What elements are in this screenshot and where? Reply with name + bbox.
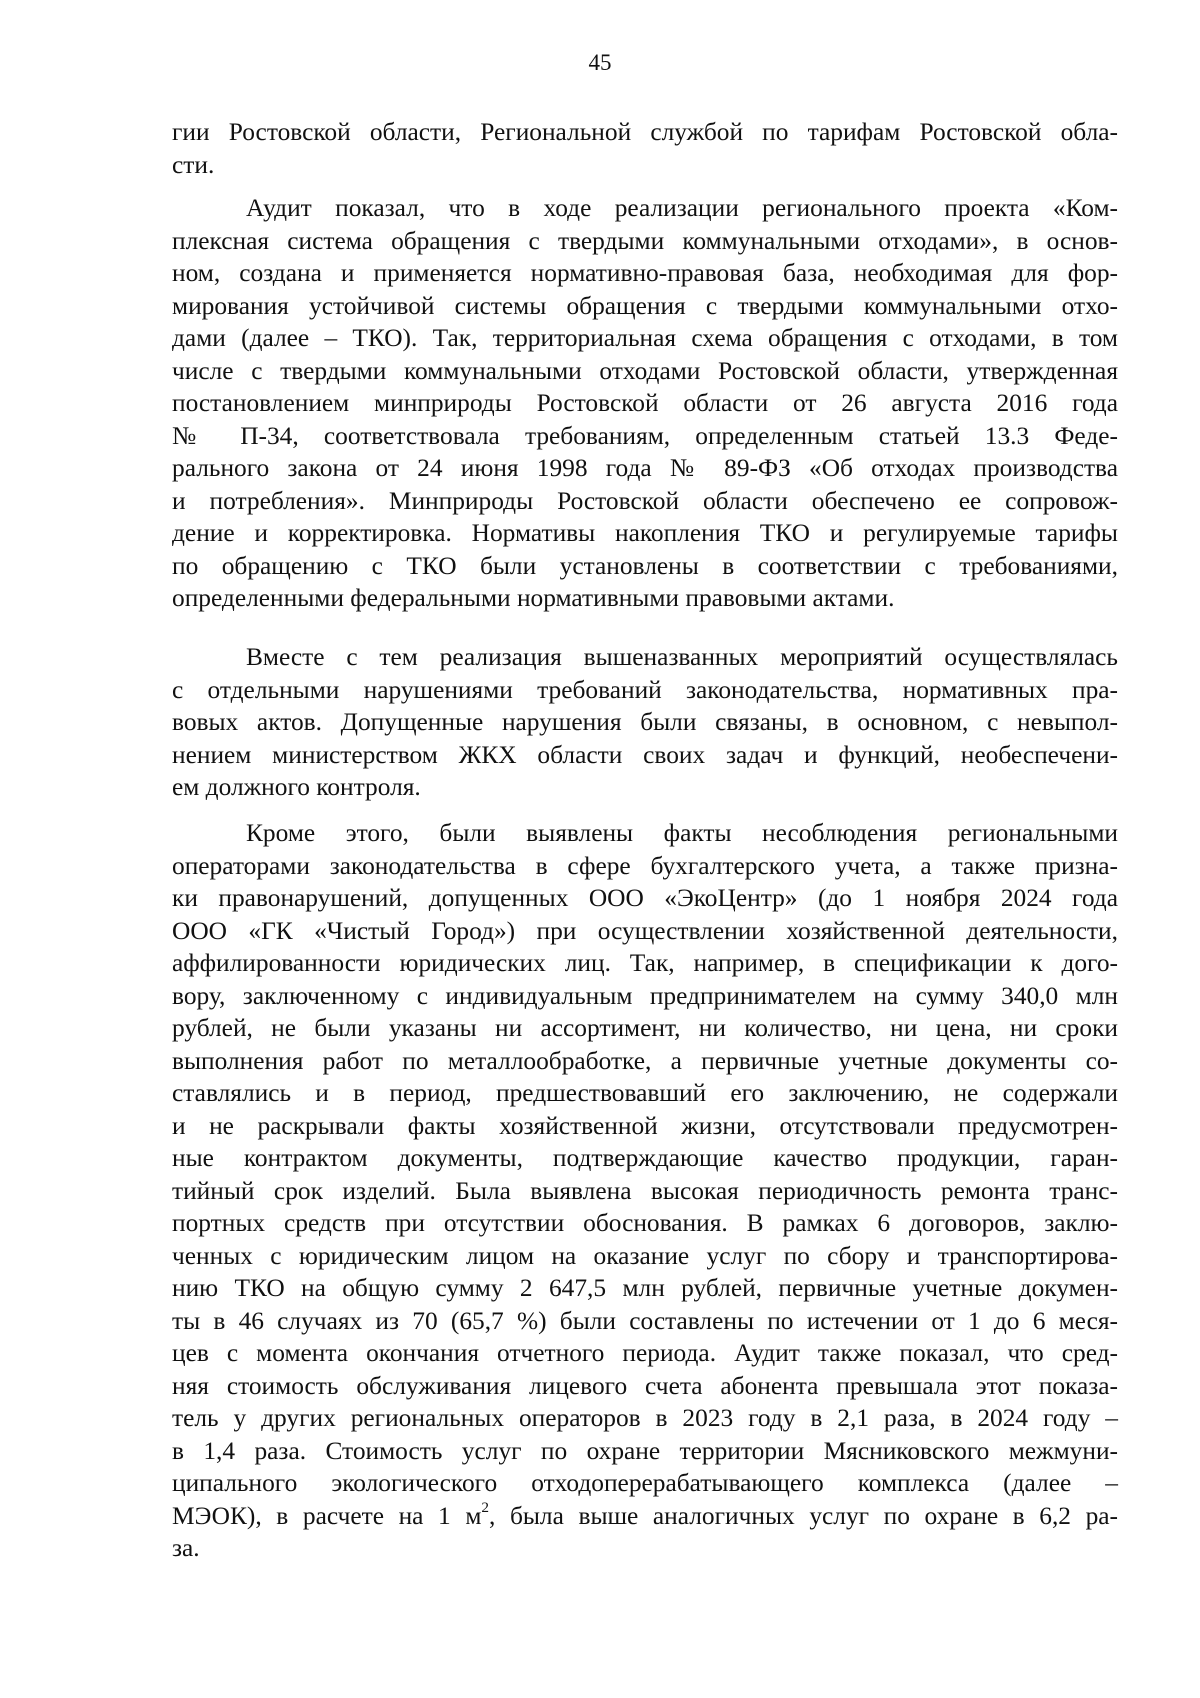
text-line: аффилированности юридических лиц. Так, например, в спецификации к дого- [172,949,1118,977]
paragraph-regional-operators [172,817,1118,1565]
paragraph-violations [172,641,1118,804]
text-line: числе с твердыми коммунальными отходами Ростовской области, утвержденная [172,356,1118,385]
text-line: ем должного контроля. [172,773,421,801]
text-line: тийный срок изделий. Была выявлена высокая периодичность ремонта транс- [172,1176,1118,1205]
page-number: 45 [588,50,612,75]
text-line: вору, заключенному с индивидуальным предпринимателем на сумму 340,0 млн [172,981,1118,1010]
text-line: рублей, не были указаны ни ассортимент, ни количество, ни цена, ни сроки [172,1014,1118,1042]
text-line: и потребления». Минприроды Ростовской области обеспечено ее сопровож- [172,486,1118,515]
text-fragment: МЭОК), в расчете на 1 м [172,1501,482,1530]
text-line: ченных с юридическим лицом на оказание услуг по сбору и транспортирова- [172,1241,1118,1270]
paragraph-continuation [172,116,1118,181]
text-line: дение и корректировка. Нормативы накопления ТКО и регулируемые тарифы [172,519,1118,547]
text-line: ципального экологического отходоперерабатывающего комплекса (далее – [172,1469,1118,1497]
text-line-with-superscript [172,1500,1118,1533]
text-fragment: , была выше аналогичных услуг по охране в 6,2 ра- [489,1501,1118,1530]
superscript: 2 [481,1499,490,1517]
text-line: рального закона от 24 июня 1998 года № 89-ФЗ «Об отходах производства [172,454,1118,482]
paragraph-audit-findings [172,192,1118,615]
text-line: Аудит показал, что в ходе реализации регионального проекта «Ком- [246,194,1118,222]
text-line: с отдельными нарушениями требований законодательства, нормативных пра- [172,675,1118,704]
text-line: ты в 46 случаях из 70 (65,7 %) были составлены по истечении от 1 до 6 меся- [172,1306,1118,1335]
text-line: сти. [172,150,215,179]
text-line: в 1,4 раза. Стоимость услуг по охране территории Мясниковского межмуни- [172,1436,1118,1465]
text-line: ки правонарушений, допущенных ООО «ЭкоЦентр» (до 1 ноября 2024 года [172,884,1118,912]
text-line: цев с момента окончания отчетного периода. Аудит также показал, что сред- [172,1339,1118,1367]
text-line: по обращению с ТКО были установлены в соответствии с требованиями, [172,551,1118,580]
text-line: определенными федеральными нормативными правовыми актами. [172,584,895,612]
text-line: за. [172,1534,200,1562]
text-line: тель у других региональных операторов в 2023 году в 2,1 раза, в 2024 году – [172,1404,1118,1432]
text-line: ООО «ГК «Чистый Город») при осуществлении хозяйственной деятельности, [172,916,1118,945]
text-line: вовых актов. Допущенные нарушения были связаны, в основном, с невыпол- [172,708,1118,736]
text-line: Кроме этого, были выявлены факты несоблюдения региональными [246,819,1118,847]
text-line: выполнения работ по металлообработке, а первичные учетные документы со- [172,1046,1118,1075]
text-line: нением министерством ЖКХ области своих задач и функций, необеспечени- [172,740,1118,769]
text-line: Вместе с тем реализация вышеназванных мероприятий осуществлялась [246,643,1118,671]
text-line: № П-34, соответствовала требованиям, определенным статьей 13.3 Феде- [172,421,1118,450]
text-line: плексная система обращения с твердыми коммунальными отходами», в основ- [172,226,1118,255]
text-line: няя стоимость обслуживания лицевого счета абонента превышала этот показа- [172,1371,1118,1400]
text-line: ные контрактом документы, подтверждающие качество продукции, гаран- [172,1144,1118,1172]
text-line: ставлялись и в период, предшествовавший его заключению, не содержали [172,1079,1118,1107]
text-line: ном, создана и применяется нормативно-правовая база, необходимая для фор- [172,259,1118,287]
text-line: нию ТКО на общую сумму 2 647,5 млн рублей, первичные учетные докумен- [172,1274,1118,1302]
text-line: гии Ростовской области, Региональной службой по тарифам Ростовской обла- [172,118,1118,146]
text-line: портных средств при отсутствии обоснования. В рамках 6 договоров, заклю- [172,1209,1118,1237]
text-line: дами (далее – ТКО). Так, территориальная схема обращения с отходами, в том [172,324,1118,352]
text-line: и не раскрывали факты хозяйственной жизни, отсутствовали предусмотрен- [172,1111,1118,1140]
text-line: мирования устойчивой системы обращения с твердыми коммунальными отхо- [172,291,1118,320]
text-line: операторами законодательства в сфере бухгалтерского учета, а также призна- [172,851,1118,880]
text-line: постановлением минприроды Ростовской области от 26 августа 2016 года [172,389,1118,417]
